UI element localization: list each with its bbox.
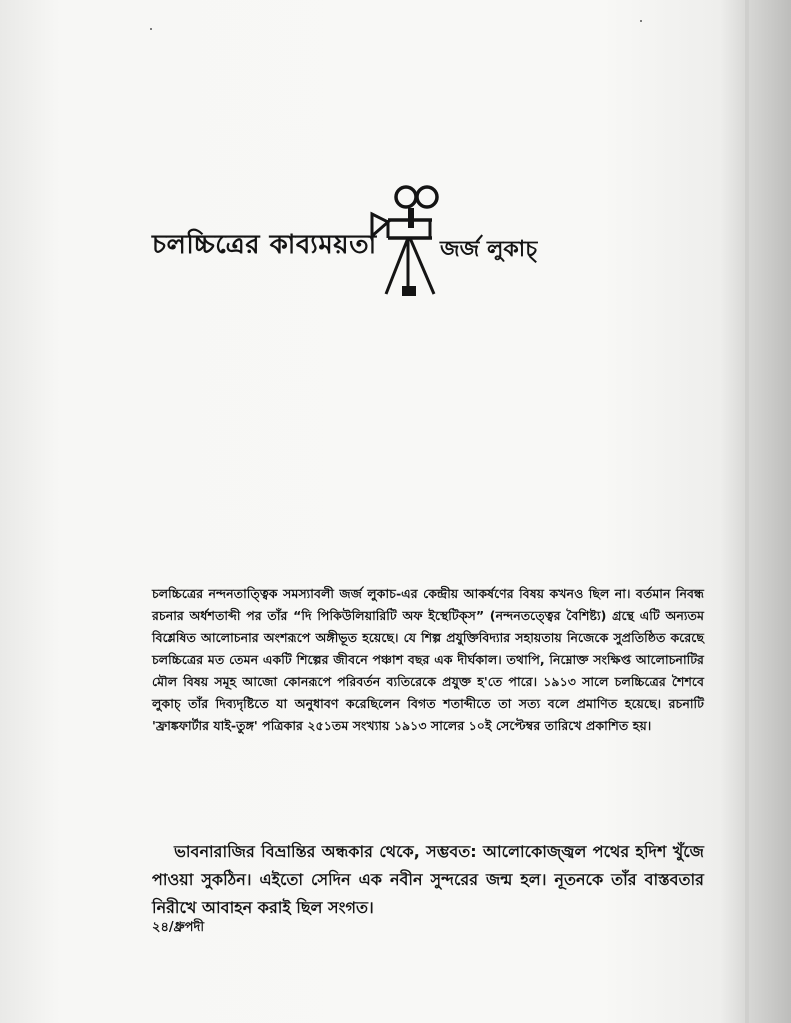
page-number-footer: ২৪/ধ্রুপদী [152, 920, 205, 935]
article-author: জর্জ লুকাচ্ [440, 237, 538, 262]
scan-speck [640, 20, 642, 22]
abstract-paragraph: চলচ্চিত্রের নন্দনতাত্ত্বিক সমস্যাবলী জর্জ লুকাচ-এর কেন্দ্রীয় আকর্ষণের বিষয় কখনও ছিল না। বর্তমান নিবন্ধ রচনার অর্ধশতাব্দী পর তাঁর “দি পিকিউলিয়ারিটি অফ ইস্থেটিক্‌স” (নন্দনতত্ত্বের বৈশিষ্ট্য) গ্রন্থে এটি অন্যতম বিশ্লেষিত আলোচনার অংশরূপে অঙ্গীভূত হয়েছে। যে শিল্প প্রযুক্তিবিদ্যার সহায়তায় নিজেকে সুপ্রতিষ্ঠিত করেছে চলচ্চিত্রের মত তেমন একটি শিল্পের জীবনে পঞ্চাশ বছর এক দীর্ঘকাল। তথাপি, নিম্নোক্ত সংক্ষিপ্ত আলোচনাটির মৌল বিষয় সমূহ আজো কোনরূপে পরিবর্তন ব্যতিরেকে প্রযুক্ত হ'তে পারে। ১৯১৩ সালে চলচ্চিত্রের শৈশবে লুকাচ্ তাঁর দিব্যদৃষ্টিতে যা অনুধাবণ করেছিলেন বিগত শতাব্দীতে তা সত্য বলে প্রমাণিত হয়েছে। রচনাটি 'ফ্রাঙ্কফার্টার যাই-তুঙ্গ' পত্রিকার ২৫১তম সংখ্যায় ১৯১৩ সালের ১০ই সেপ্টেম্বর তারিখে প্রকাশিত হয়। [152, 585, 704, 733]
body-paragraph: ভাবনারাজির বিভ্রান্তির অন্ধকার থেকে, সম্ভবত: আলোকোজ্জ্বল পথের হদিশ খুঁজে পাওয়া সুকঠিন। এইতো সেদিন এক নবীন সুন্দরের জন্ম হল। নূতনকে তাঁর বাস্তবতার নিরীখে আবাহন করাই ছিল সংগত। [152, 842, 704, 917]
film-camera-tripod-logo-icon [364, 182, 446, 304]
article-title: চলচ্চিত্রের কাব্যময়তা [152, 230, 377, 260]
book-spine-shadow [745, 0, 749, 1023]
scan-speck [150, 28, 152, 30]
